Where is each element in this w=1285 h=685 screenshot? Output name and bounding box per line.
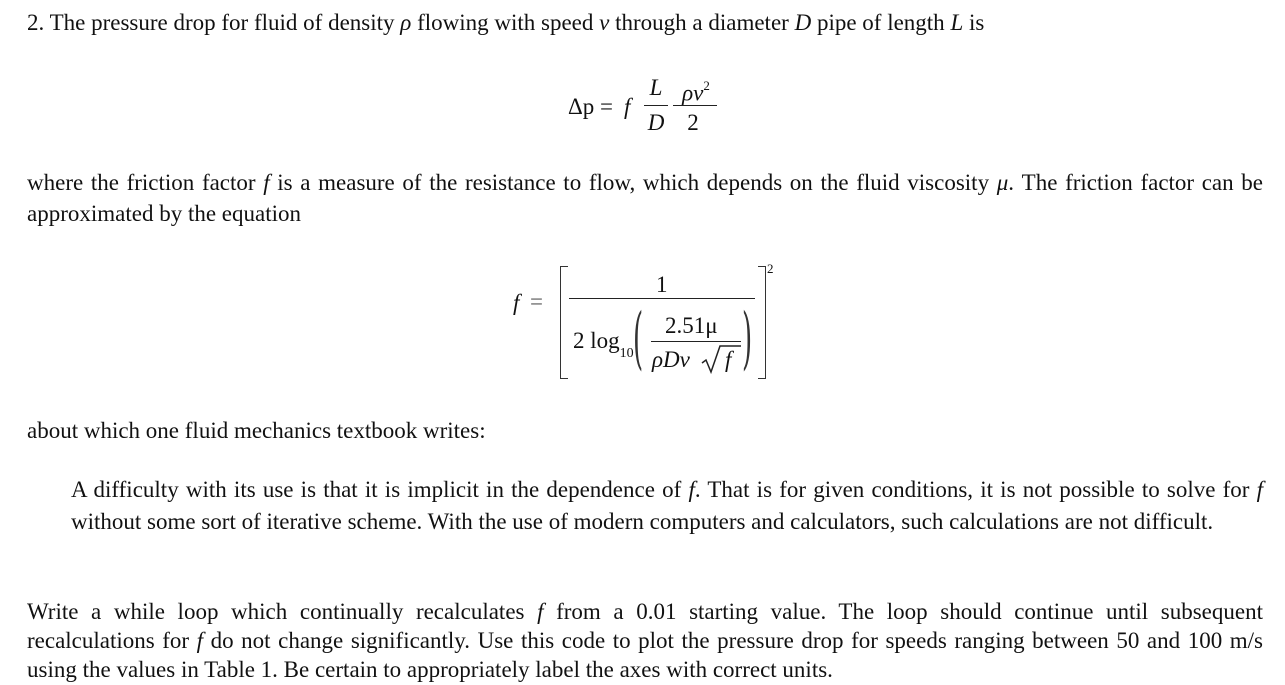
eq2-log xyxy=(573,325,634,366)
textbook-quote xyxy=(71,474,1263,538)
where-text-2: is a measure of the resistance to flow, which depends on the fluid viscosity xyxy=(269,170,997,195)
intro-text-5: is xyxy=(963,10,985,35)
eq1-frac2-num-base: ρv xyxy=(682,80,704,106)
eq2-right-paren: ) xyxy=(742,301,753,379)
eq2-log-text: 2 log xyxy=(573,328,620,353)
eq1-frac2-bar xyxy=(673,105,717,106)
intro-text-2: flowing with speed xyxy=(411,10,600,35)
quote-f-1: f xyxy=(688,477,695,502)
eq1-lhs: Δp = xyxy=(568,94,614,119)
quote-text-2: . That is for given conditions, it is not possible to solve for xyxy=(694,477,1257,502)
pressure-drop-equation xyxy=(568,70,768,140)
intro-text-4: pipe of length xyxy=(811,10,951,35)
eq2-left-paren: ( xyxy=(633,301,644,379)
eq2-main-bar xyxy=(569,298,755,299)
D-symbol: D xyxy=(794,10,812,35)
quote-text-1: A difficulty with its use is that it is implicit in the dependence of xyxy=(71,477,689,502)
eq1-frac1-den: D xyxy=(647,110,665,135)
task-paragraph xyxy=(27,597,1263,684)
v-symbol: v xyxy=(599,10,610,35)
eq2-lhs: f xyxy=(513,290,520,315)
where-text-3: . The friction factor can be approximated by the equation xyxy=(27,170,1264,226)
friction-factor-equation xyxy=(505,255,795,395)
eq2-log-sub: 10 xyxy=(619,345,634,361)
eq2-left-bracket xyxy=(560,266,568,379)
eq1-f: f xyxy=(624,94,631,119)
problem-intro xyxy=(27,7,1263,38)
eq2-right-bracket xyxy=(758,266,766,379)
eq2-equals: = xyxy=(530,289,543,314)
eq1-frac2-sup: 2 xyxy=(703,78,710,93)
eq2-numerator: 1 xyxy=(656,272,668,297)
intro-text-1: The pressure drop for fluid of density xyxy=(49,10,401,35)
f-symbol: f xyxy=(263,170,270,195)
L-symbol: L xyxy=(950,10,964,35)
quote-f-2: f xyxy=(1256,477,1264,502)
eq2-root-f: f xyxy=(725,347,732,372)
eq2-power: 2 xyxy=(767,261,774,276)
eq1-frac1-num: L xyxy=(649,75,663,100)
task-text-1: Write a while loop which continually recalculates xyxy=(27,599,538,624)
task-f-2: f xyxy=(196,628,204,653)
mu-symbol: μ xyxy=(996,170,1009,195)
problem-number: 2. xyxy=(27,10,45,35)
where-text-1: where the friction factor xyxy=(27,170,264,195)
task-text-3: do not change significantly. Use this code to plot the pressure drop for speeds ranging between 50 and 100 m/s using the values in Table 1. Be certain to appropriately label the axes with correct units. xyxy=(27,628,1263,682)
eq2-inner-denominator: ρDv xyxy=(652,347,690,372)
eq1-frac2-num xyxy=(674,72,718,109)
eq1-frac1-bar xyxy=(644,105,668,106)
task-text-2: from a 0.01 starting value. The loop should continue until subsequent recalculations for xyxy=(27,599,1263,653)
eq1-frac2-den: 2 xyxy=(687,110,699,135)
intro-text-3: through a diameter xyxy=(609,10,795,35)
where-paragraph xyxy=(27,167,1263,229)
eq2-inner-numerator: 2.51μ xyxy=(665,313,718,338)
quote-text-3: without some sort of iterative scheme. With the use of modern computers and calculators, such calculations are not difficult. xyxy=(71,509,1214,534)
rho-symbol: ρ xyxy=(400,10,412,35)
task-f-1: f xyxy=(537,599,544,624)
about-line: about which one fluid mechanics textbook writes: xyxy=(27,418,486,443)
sqrt-radical-icon xyxy=(701,341,743,375)
